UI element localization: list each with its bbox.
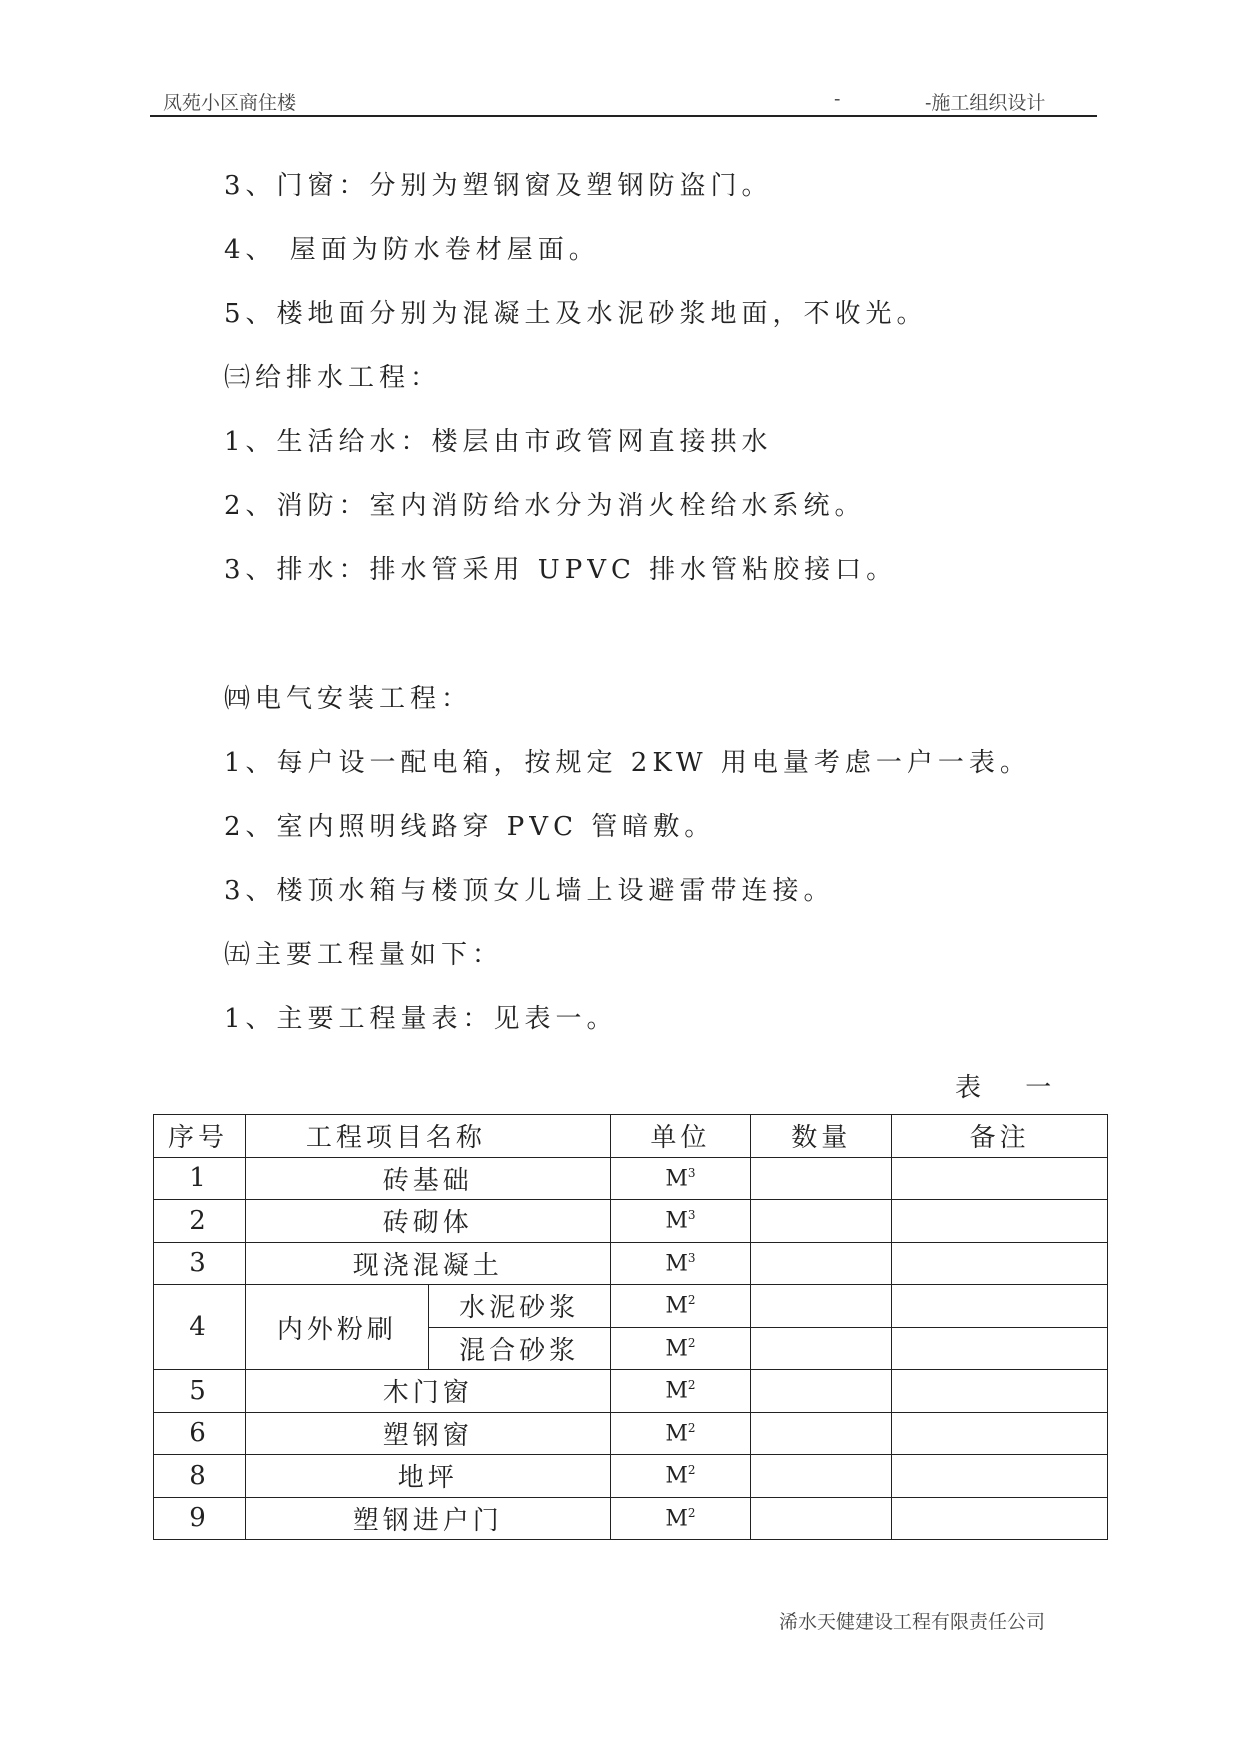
cell-group: 内外粉刷 bbox=[245, 1285, 428, 1370]
cell-qty bbox=[751, 1412, 892, 1455]
table-row bbox=[154, 1412, 1108, 1455]
table-row bbox=[154, 1200, 1108, 1243]
cell-note bbox=[892, 1370, 1108, 1413]
table-row bbox=[154, 1157, 1108, 1200]
cell-no: 9 bbox=[154, 1497, 246, 1540]
text-line: 2、消防：室内消防给水分为消火栓给水系统。 bbox=[224, 491, 866, 521]
table-row bbox=[154, 1455, 1108, 1498]
table-caption: 表 一 bbox=[955, 1073, 1070, 1103]
header-qty: 数量 bbox=[751, 1115, 892, 1158]
text-line: 4、 屋面为防水卷材屋面。 bbox=[224, 235, 600, 265]
cell-note bbox=[892, 1285, 1108, 1328]
cell-qty bbox=[751, 1157, 892, 1200]
header-note: 备注 bbox=[892, 1115, 1108, 1158]
cell-name: 砖基础 bbox=[245, 1157, 610, 1200]
cell-unit: $M^2$ bbox=[610, 1412, 751, 1455]
text-line: 2、室内照明线路穿 PVC 管暗敷。 bbox=[224, 812, 716, 842]
cell-qty bbox=[751, 1200, 892, 1243]
header-no: 序号 bbox=[154, 1115, 246, 1158]
cell-no: 5 bbox=[154, 1370, 246, 1413]
cell-no: 2 bbox=[154, 1200, 246, 1243]
cell-note bbox=[892, 1497, 1108, 1540]
text-line: 3、门窗：分别为塑钢窗及塑钢防盗门。 bbox=[224, 171, 773, 201]
cell-note bbox=[892, 1455, 1108, 1498]
cell-name: 砖砌体 bbox=[245, 1200, 610, 1243]
cell-unit: $M^2$ bbox=[610, 1285, 751, 1328]
text-line: 1、生活给水：楼层由市政管网直接拱水 bbox=[224, 427, 773, 457]
cell-name: 现浇混凝土 bbox=[245, 1242, 610, 1285]
table-row bbox=[154, 1242, 1108, 1285]
section-heading: ㈢给排水工程： bbox=[224, 363, 442, 393]
cell-note bbox=[892, 1412, 1108, 1455]
cell-unit: $M^3$ bbox=[610, 1200, 751, 1243]
cell-qty bbox=[751, 1455, 892, 1498]
cell-qty bbox=[751, 1497, 892, 1540]
cell-qty bbox=[751, 1285, 892, 1328]
footer-company: 浠水天健建设工程有限责任公司 bbox=[779, 1611, 1046, 1633]
cell-subitem: 混合砂浆 bbox=[428, 1327, 610, 1370]
cell-unit: $M^3$ bbox=[610, 1157, 751, 1200]
header-name: 工程项目名称 bbox=[245, 1115, 610, 1158]
cell-name: 塑钢窗 bbox=[245, 1412, 610, 1455]
table-row bbox=[154, 1285, 1108, 1328]
cell-unit: $M^2$ bbox=[610, 1370, 751, 1413]
quantity-table bbox=[153, 1114, 1108, 1540]
cell-no: 3 bbox=[154, 1242, 246, 1285]
cell-unit: $M^2$ bbox=[610, 1497, 751, 1540]
cell-note bbox=[892, 1200, 1108, 1243]
cell-no: 1 bbox=[154, 1157, 246, 1200]
cell-name: 木门窗 bbox=[245, 1370, 610, 1413]
header-dash: - bbox=[834, 88, 841, 110]
header-rule bbox=[150, 115, 1097, 117]
text-line: 3、排水：排水管采用 UPVC 排水管粘胶接口。 bbox=[224, 555, 898, 585]
text-line: 1、每户设一配电箱，按规定 2KW 用电量考虑一户一表。 bbox=[224, 748, 1031, 778]
header-doc-title: -施工组织设计 bbox=[925, 92, 1046, 114]
text-line: 1、主要工程量表：见表一。 bbox=[224, 1004, 618, 1034]
table-row bbox=[154, 1497, 1108, 1540]
cell-name: 塑钢进户门 bbox=[245, 1497, 610, 1540]
cell-note bbox=[892, 1157, 1108, 1200]
header-unit: 单位 bbox=[610, 1115, 751, 1158]
cell-qty bbox=[751, 1370, 892, 1413]
cell-note bbox=[892, 1327, 1108, 1370]
cell-name: 地坪 bbox=[245, 1455, 610, 1498]
cell-note bbox=[892, 1242, 1108, 1285]
section-heading: ㈤主要工程量如下： bbox=[224, 940, 504, 970]
section-heading: ㈣电气安装工程： bbox=[224, 684, 473, 714]
cell-unit: $M^3$ bbox=[610, 1242, 751, 1285]
cell-no: 4 bbox=[154, 1285, 246, 1370]
cell-unit: $M^2$ bbox=[610, 1327, 751, 1370]
cell-qty bbox=[751, 1242, 892, 1285]
text-line: 5、楼地面分别为混凝土及水泥砂浆地面，不收光。 bbox=[224, 299, 928, 329]
cell-no: 6 bbox=[154, 1412, 246, 1455]
table-header-row bbox=[154, 1115, 1108, 1158]
table-row bbox=[154, 1370, 1108, 1413]
cell-unit: $M^2$ bbox=[610, 1455, 751, 1498]
text-line: 3、楼顶水箱与楼顶女儿墙上设避雷带连接。 bbox=[224, 876, 835, 906]
header-project-name: 凤苑小区商住楼 bbox=[163, 92, 297, 114]
cell-subitem: 水泥砂浆 bbox=[428, 1285, 610, 1328]
cell-no: 8 bbox=[154, 1455, 246, 1498]
cell-qty bbox=[751, 1327, 892, 1370]
